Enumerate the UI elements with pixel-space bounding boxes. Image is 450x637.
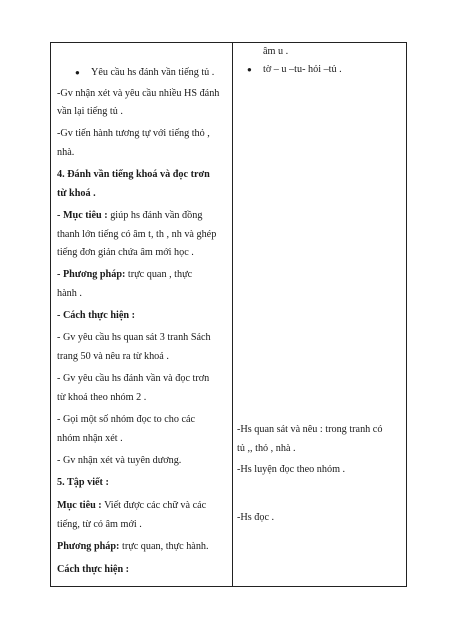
text-line: -Hs luyện đọc theo nhóm . [237,464,346,475]
text-line: âm u . [263,46,289,57]
section-heading: 4. Đánh vần tiếng khoá và đọc trơn [57,169,210,180]
bullet-icon: ● [75,68,80,77]
objective-text: giúp hs đánh vần đồng [107,210,203,221]
objective-label: Mục tiêu : [57,500,102,511]
method-label: - Phương pháp: [57,269,126,280]
text-line: thanh lớn tiếng có âm t, th , nh và ghép [57,229,217,240]
bullet-item: tờ – u –tu- hỏi –tủ . [263,64,342,75]
text-line: -Hs đọc . [237,512,275,523]
text-line: - Gv nhận xét và tuyên dương. [57,455,182,466]
section-heading: 5. Tập viết : [57,477,109,488]
procedure-label: Cách thực hiện : [57,564,130,575]
text-line: -Gv nhận xét và yêu cầu nhiều HS đánh [57,88,220,99]
text-line: vần lại tiếng tủ . [57,106,123,117]
column-divider [232,43,233,586]
text-line: tủ ,, thỏ , nhà . [237,443,296,454]
section-heading: từ khoá . [57,188,96,199]
text-line: trang 50 và nêu ra từ khoá . [57,351,169,362]
text-line: nhà. [57,147,75,158]
method-line [57,269,192,281]
method-line [57,541,209,553]
text-line: - Gv yêu cầu hs đánh vần và đọc trơn [57,373,210,384]
objective-label: - Mục tiêu : [57,210,108,221]
text-line: -Hs quan sát và nêu : trong tranh có [237,424,383,435]
method-text: trực quan , thực [125,269,193,280]
text-line: - Gọi một số nhóm đọc to cho các [57,414,196,425]
text-line: tiếng, từ có âm mới . [57,519,142,530]
method-label: Phương pháp: [57,541,120,552]
objective-line [57,210,202,222]
method-text: trực quan, thực hành. [119,541,209,552]
text-line: tiếng đơn giản chứa âm mới học . [57,247,194,258]
objective-text: Viết được các chữ và các [101,500,207,511]
bullet-item: Yêu cầu hs đánh vần tiếng tủ . [91,67,215,78]
text-line: nhóm nhận xét . [57,433,123,444]
lesson-plan-table [50,42,407,587]
bullet-icon: ● [247,65,252,74]
objective-line [57,500,206,512]
text-line: từ khoá theo nhóm 2 . [57,392,147,403]
text-line: hành . [57,288,82,299]
text-line: -Gv tiến hành tương tự với tiếng thỏ , [57,128,210,139]
text-line: - Gv yêu cầu hs quan sát 3 tranh Sách [57,332,211,343]
procedure-label: - Cách thực hiện : [57,310,135,321]
